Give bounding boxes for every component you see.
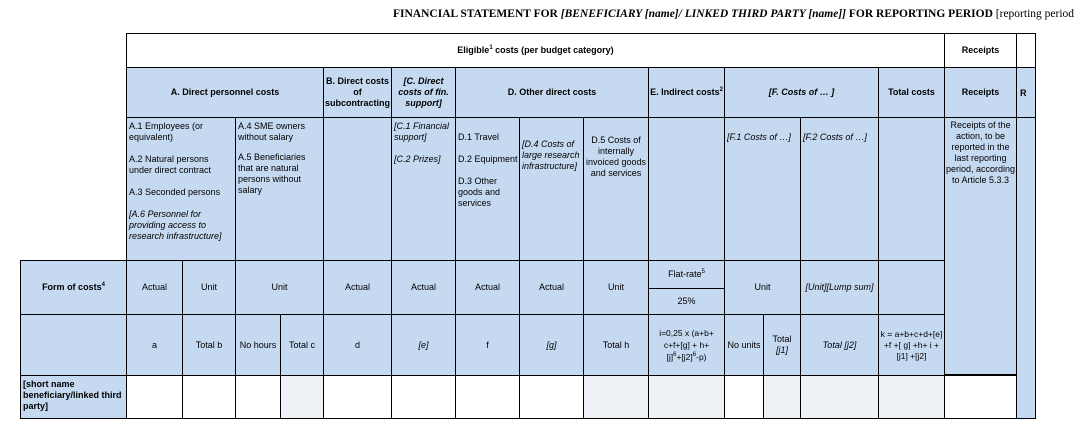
form-total: [878, 260, 945, 315]
total-details: [878, 117, 945, 261]
code-total-j2: Total [j2]: [800, 314, 879, 376]
form-d-unit: Unit: [583, 260, 649, 315]
beneficiary-row-label: [short name beneficiary/linked third party]: [20, 375, 127, 419]
code-total-j1: Total [j1]: [763, 314, 801, 376]
input-no-hours[interactable]: [235, 375, 281, 419]
code-g: [g]: [519, 314, 584, 376]
input-total-b[interactable]: [182, 375, 236, 419]
b-details: [323, 117, 392, 261]
receipts-header: Receipts: [944, 67, 1017, 118]
form-b-actual: Actual: [323, 260, 392, 315]
code-total-c: Total c: [280, 314, 324, 376]
form-of-costs-label: Form of costs$^4$: [20, 260, 127, 315]
receipts-top-header: Receipts: [944, 33, 1017, 68]
input-total-h[interactable]: [583, 375, 649, 419]
form-f1-unit: Unit: [724, 260, 801, 315]
form-a-actual: Actual: [126, 260, 183, 315]
code-no-units: No units: [724, 314, 764, 376]
form-e-rate: 25%: [648, 288, 725, 315]
category-f-header: [F. Costs of … ]: [724, 67, 879, 118]
input-e[interactable]: [391, 375, 456, 419]
cut-off-column-top: [1016, 33, 1036, 68]
c-details: [C.1 Financial support] [C.2 Prizes]: [391, 117, 456, 261]
category-d-header: D. Other direct costs: [455, 67, 649, 118]
form-c-actual: Actual: [391, 260, 456, 315]
total-costs-header: Total costs: [878, 67, 945, 118]
input-no-units[interactable]: [724, 375, 764, 419]
form-d-actual-2: Actual: [519, 260, 584, 315]
input-total-j2[interactable]: [800, 375, 879, 419]
e-details: [648, 117, 725, 261]
input-g[interactable]: [519, 375, 584, 419]
f1-details: [F.1 Costs of …]: [724, 117, 801, 261]
code-no-hours: No hours: [235, 314, 281, 376]
input-l[interactable]: [944, 375, 1017, 419]
input-d[interactable]: [323, 375, 392, 419]
codes-label-blank: [20, 314, 127, 376]
code-k-formula: k = a+b+c+d+[e] +f +[ g] +h+ i + [j1] +[j2]: [878, 314, 945, 376]
form-d-actual-1: Actual: [455, 260, 520, 315]
eligible-costs-header: Eligible$^1$ costs (per budget category): [126, 33, 945, 68]
input-total-j1[interactable]: [763, 375, 801, 419]
code-i-formula: i=0,25 x (a+b+ c+f+[g] + h+ $[j]^6+[j2]^6-p$): [648, 314, 725, 376]
receipts-note: Receipts of the action, to be reported in the last reporting period, according to Article 5.3.3: [944, 117, 1017, 375]
input-k[interactable]: [878, 375, 945, 419]
cut-off-column-body: [1016, 117, 1036, 419]
category-b-header: B. Direct costs of subcontracting: [323, 67, 392, 118]
code-f: f: [455, 314, 520, 376]
category-a-header: A. Direct personnel costs: [126, 67, 324, 118]
cut-off-column-header: R: [1016, 67, 1036, 118]
form-a45-unit: Unit: [235, 260, 324, 315]
code-total-h: Total h: [583, 314, 649, 376]
category-c-header: [C. Direct costs of fin. support]: [391, 67, 456, 118]
category-e-header: E. Indirect costs$^2$: [648, 67, 725, 118]
f2-details: [F.2 Costs of …]: [800, 117, 879, 261]
a4-a5-details: A.4 SME owners without salary A.5 Beneficiaries that are natural persons without salary: [235, 117, 324, 261]
code-e: [e]: [391, 314, 456, 376]
code-a: a: [126, 314, 183, 376]
d5-details: D.5 Costs of internally invoiced goods and services: [583, 117, 649, 261]
input-i[interactable]: [648, 375, 725, 419]
form-a-unit: Unit: [182, 260, 236, 315]
input-f[interactable]: [455, 375, 520, 419]
form-f2-unit: [Unit][Lump sum]: [800, 260, 879, 315]
input-total-c[interactable]: [280, 375, 324, 419]
code-d: d: [323, 314, 392, 376]
input-a[interactable]: [126, 375, 183, 419]
d1-d3-details: D.1 Travel D.2 Equipment D.3 Other goods and services: [455, 117, 520, 261]
code-total-b: Total b: [182, 314, 236, 376]
d4-details: [D.4 Costs of large research infrastructure]: [519, 117, 584, 261]
statement-title: FINANCIAL STATEMENT FOR [BENEFICIARY [name]/ LINKED THIRD PARTY [name]] FOR REPORTING PERIOD [reporting period: [393, 8, 1074, 20]
a1-a3-a6-details: A.1 Employees (or equivalent) A.2 Natural persons under direct contract A.3 Seconded persons [A.6 Personnel for providing access to research infrastructure]: [126, 117, 236, 261]
form-e-flat-rate: Flat-rate$^5$: [648, 260, 725, 289]
